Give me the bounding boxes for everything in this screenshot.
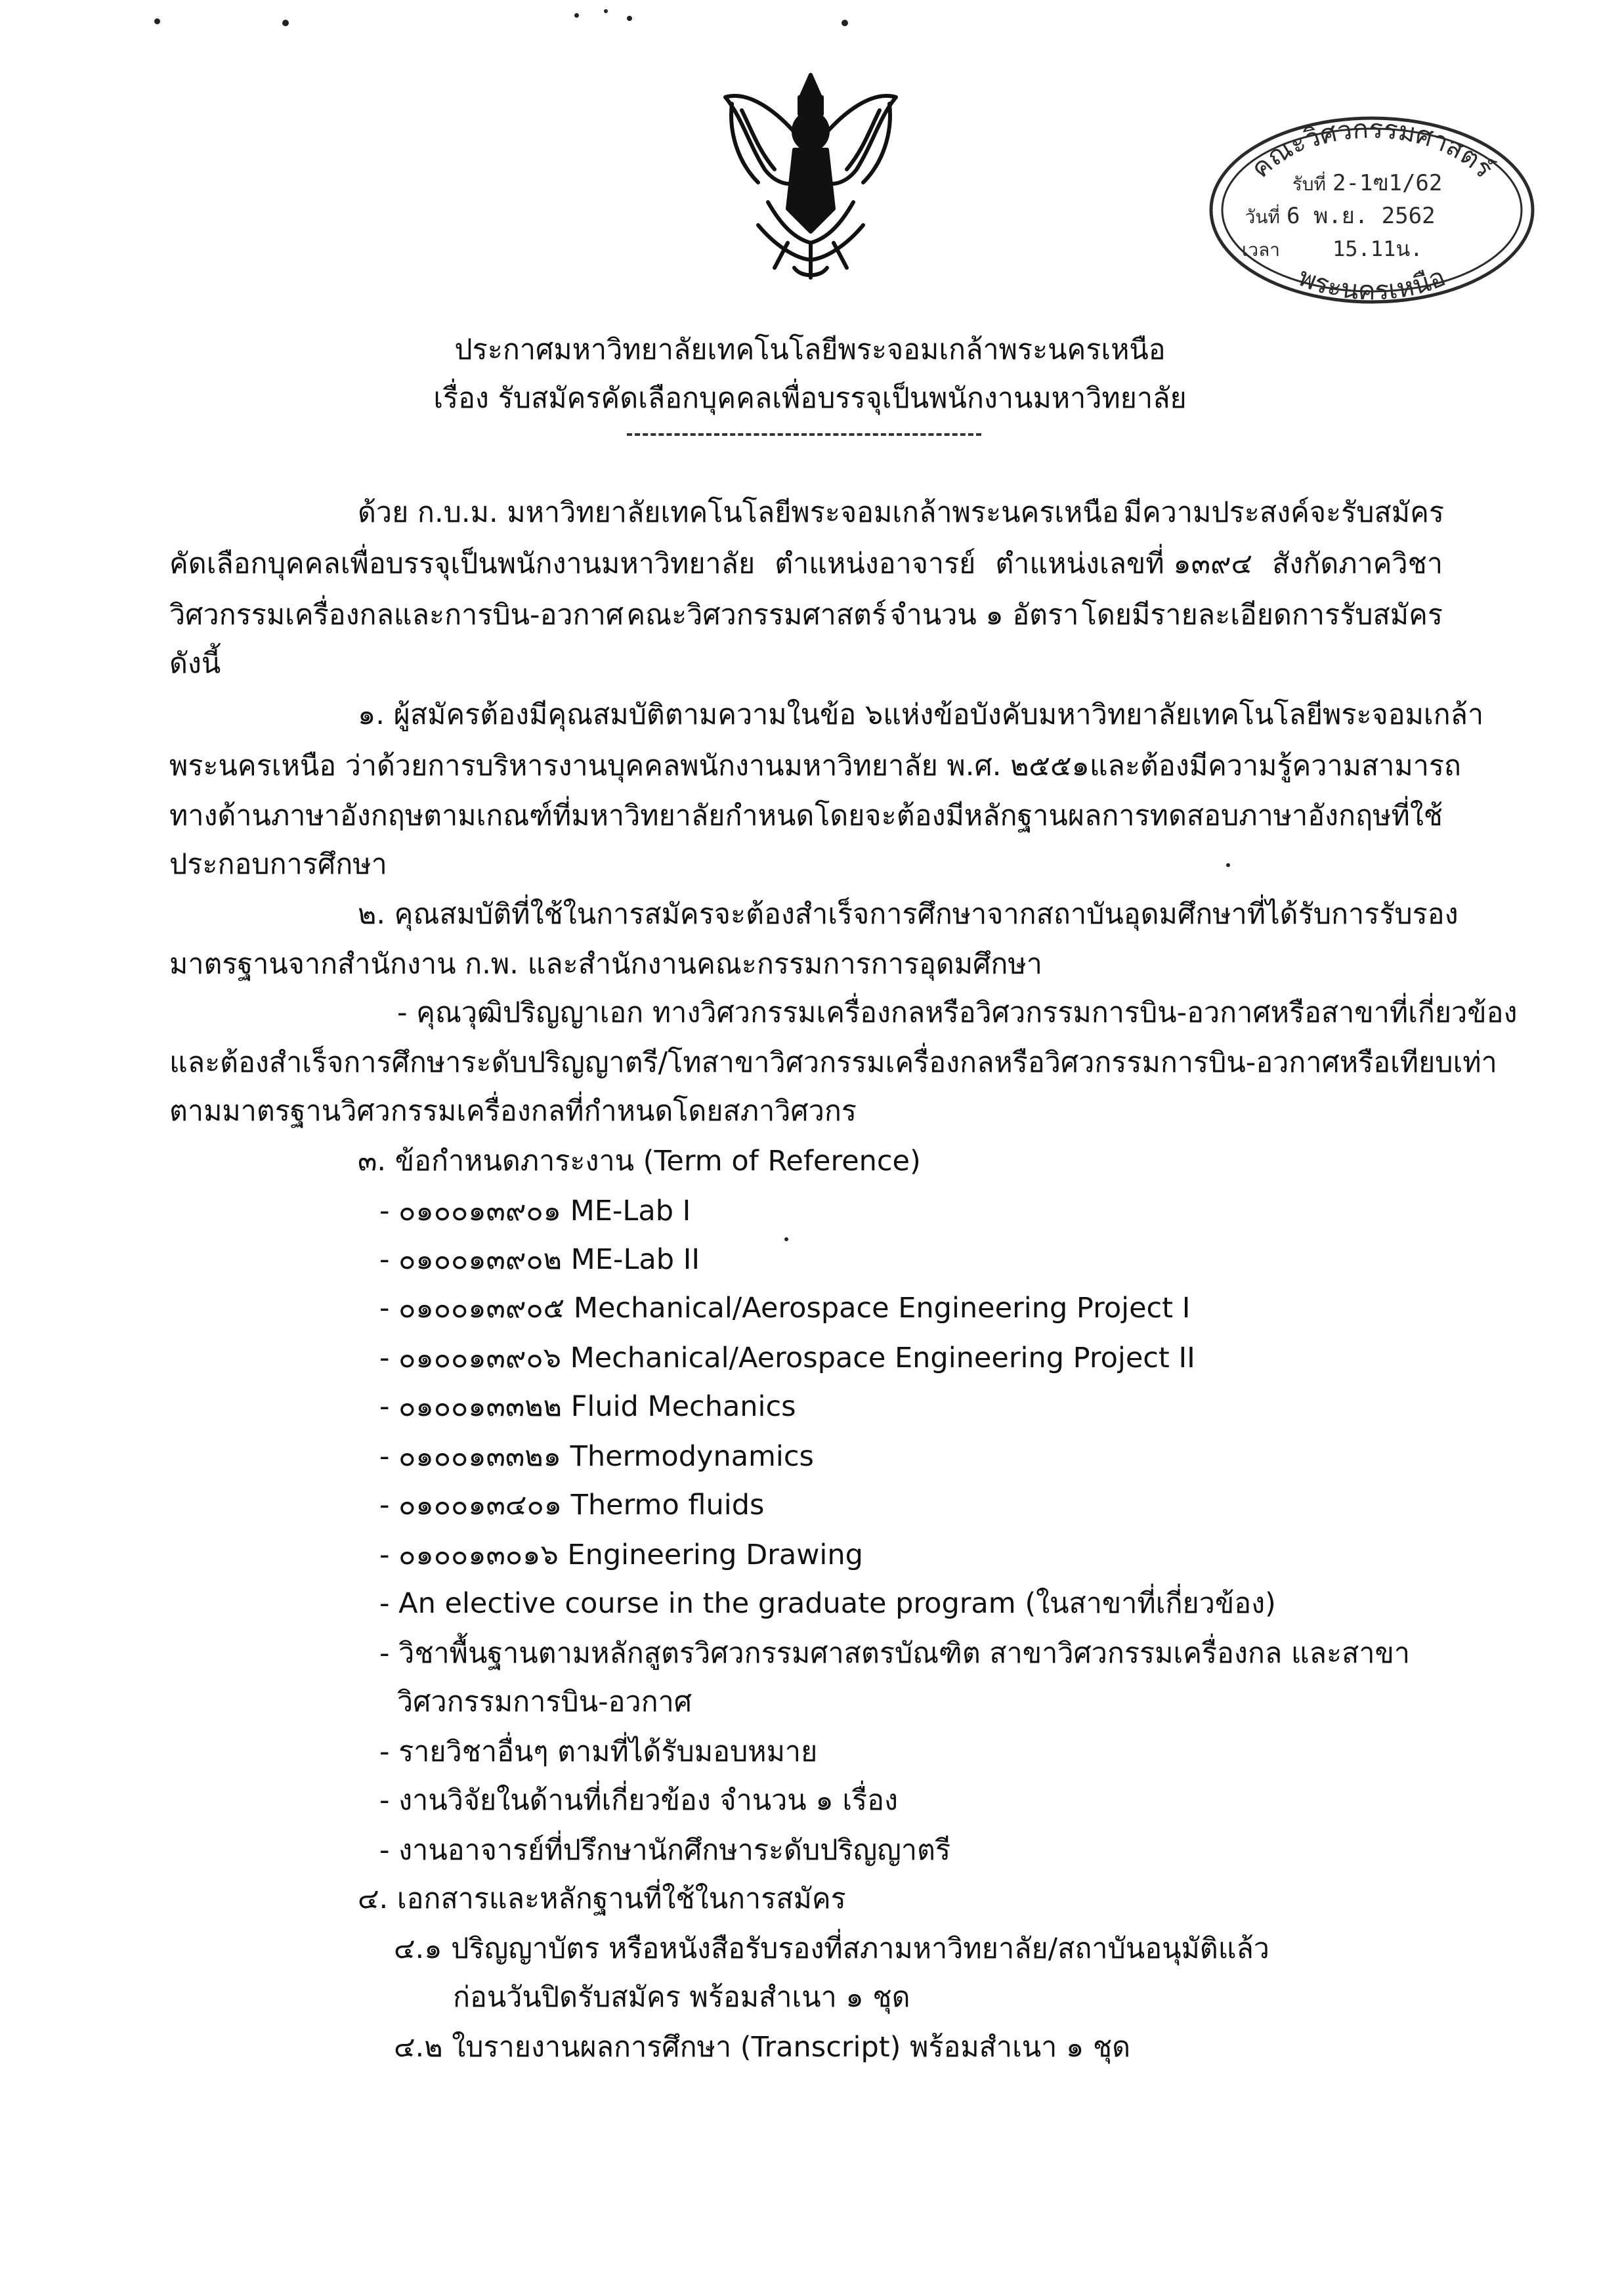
stamp-received-no: 2-1ฃ1/62 (1332, 170, 1443, 196)
scan-speck (784, 1237, 788, 1241)
tor-list-item: - ๐๑๐๐๑๓๙๐๒ ME-Lab II (379, 1243, 700, 1276)
item2-line-2: มาตรฐานจากสำนักงาน ก.พ. และสำนักงานคณะกรรมการการอุดมศึกษา (169, 948, 1042, 981)
scan-speck (627, 16, 632, 21)
announcement-title: ประกาศมหาวิทยาลัยเทคโนโลยีพระจอมเกล้าพระนครเหนือ (454, 333, 1166, 366)
stamp-received-label: รับที่ (1292, 173, 1326, 195)
tor-list-item: - ๐๑๐๐๑๓๐๑๖ Engineering Drawing (379, 1539, 863, 1571)
announcement-subject: เรื่อง รับสมัครคัดเลือกบุคคลเพื่อบรรจุเป็นพนักงานมหาวิทยาลัย (433, 382, 1187, 415)
item2-line-5: ตามมาตรฐานวิศวกรรมเครื่องกลที่กำหนดโดยสภาวิศวกร (169, 1095, 857, 1128)
tor-list-item: - รายวิชาอื่นๆ ตามที่ได้รับมอบหมาย (379, 1735, 818, 1768)
item1-line-2: พระนครเหนือ ว่าด้วยการบริหารงานบุคคลพนักงานมหาวิทยาลัย พ.ศ. ๒๕๕๑ และต้องมีความรู้ความสามารถ (169, 750, 1461, 782)
item1-line-4: ประกอบการศึกษา (169, 848, 387, 881)
stamp-org-top: คณะวิศวกรรมศาสตร์ (1245, 114, 1499, 184)
tor-list-item: - An elective course in the graduate program (ในสาขาที่เกี่ยวข้อง) (379, 1587, 1276, 1620)
intro-line-4: ดังนี้ (169, 647, 221, 680)
tor-list-item: - ๐๑๐๐๑๓๙๐๑ ME-Lab I (379, 1195, 691, 1227)
item4-1: ๔.๑ ปริญญาบัตร หรือหนังสือรับรองที่สภามหาวิทยาลัย/สถาบันอนุมัติแล้ว (394, 1932, 1269, 1965)
tor-list-item: - ๐๑๐๐๑๓๔๐๑ Thermo fluids (379, 1489, 765, 1521)
item1-line-3: ทางด้านภาษาอังกฤษตามเกณฑ์ที่มหาวิทยาลัยกำหนด โดยจะต้องมีหลักฐานผลการทดสอบภาษาอังกฤษที่ใช้ (169, 799, 1443, 832)
item2-line-3: - คุณวุฒิปริญญาเอก ทางวิศวกรรมเครื่องกล หรือวิศวกรรมการบิน-อวกาศ หรือสาขาที่เกี่ยวข้อง (397, 996, 1518, 1029)
item1-line-1: ๑. ผู้สมัครต้องมีคุณสมบัติตามความในข้อ ๖ แห่งข้อบังคับมหาวิทยาลัยเทคโนโลยีพระจอมเกล้า (358, 698, 1484, 731)
received-stamp (1201, 105, 1543, 315)
scan-speck (842, 20, 848, 26)
tor-list-item: - ๐๑๐๐๑๓๓๒๑ Thermodynamics (379, 1440, 814, 1473)
intro-line-3: วิศวกรรมเครื่องกลและการบิน-อวกาศ คณะวิศวกรรมศาสตร์ จำนวน ๑ อัตรา โดยมีรายละเอียดการรับสมัคร (169, 599, 1443, 631)
scan-speck (282, 20, 289, 26)
tor-list-item: - งานวิจัยในด้านที่เกี่ยวข้อง จำนวน ๑ เรื่อง (379, 1784, 898, 1817)
stamp-date-label: วันที่ (1245, 206, 1280, 228)
tor-list-item: - ๐๑๐๐๑๓๙๐๕ Mechanical/Aerospace Engineering Project I (379, 1292, 1191, 1325)
stamp-time-label: เวลา (1241, 239, 1280, 261)
intro-line-2: คัดเลือกบุคคลเพื่อบรรจุเป็นพนักงานมหาวิทยาลัย ตำแหน่งอาจารย์ ตำแหน่งเลขที่ ๑๓๙๔ สังกัดภาควิชา (169, 547, 1443, 580)
item4-1-continued: ก่อนวันปิดรับสมัคร พร้อมสำเนา ๑ ชุด (453, 1981, 910, 2014)
scan-speck (154, 18, 160, 24)
scan-speck (1226, 863, 1230, 867)
title-divider (627, 433, 981, 436)
item4-2: ๔.๒ ใบรายงานผลการศึกษา (Transcript) พร้อมสำเนา ๑ ชุด (394, 2031, 1131, 2064)
tor-list-item: - ๐๑๐๐๑๓๙๐๖ Mechanical/Aerospace Engineering Project II (379, 1342, 1195, 1374)
stamp-org-bottom: พระนครเหนือ (1294, 261, 1450, 307)
intro-line-1: ด้วย ก.บ.ม. มหาวิทยาลัยเทคโนโลยีพระจอมเกล้าพระนครเหนือ มีความประสงค์จะรับสมัคร (358, 496, 1444, 529)
tor-list-item: - งานอาจารย์ที่ปรึกษานักศึกษาระดับปริญญาตรี (379, 1834, 951, 1867)
scan-speck (604, 9, 608, 13)
item2-line-4: และต้องสำเร็จการศึกษาระดับปริญญาตรี/โท สาขาวิศวกรรมเครื่องกล หรือวิศวกรรมการบิน-อวกาศ หรือเทียบเท่า (169, 1046, 1497, 1079)
item2-line-1: ๒. คุณสมบัติที่ใช้ในการสมัคร จะต้องสำเร็จการศึกษาจากสถาบันอุดมศึกษาที่ได้รับการรับรอง (358, 898, 1459, 931)
stamp-time-value: 15.11น. (1332, 236, 1423, 261)
tor-list-item: - ๐๑๐๐๑๓๓๒๒ Fluid Mechanics (379, 1390, 796, 1423)
tor-list-item-continued: วิศวกรรมการบิน-อวกาศ (397, 1686, 693, 1718)
item3-title: ๓. ข้อกำหนดภาระงาน (Term of Reference) (358, 1145, 921, 1178)
tor-list-item: - วิชาพื้นฐานตามหลักสูตรวิศวกรรมศาสตรบัณฑิต สาขาวิศวกรรมเครื่องกล และสาขา (379, 1637, 1411, 1670)
stamp-date-value: 6 พ.ย. 2562 (1287, 203, 1436, 229)
scan-speck (574, 13, 579, 18)
garuda-emblem-icon (702, 71, 919, 281)
item4-title: ๔. เอกสารและหลักฐานที่ใช้ในการสมัคร (358, 1882, 846, 1915)
